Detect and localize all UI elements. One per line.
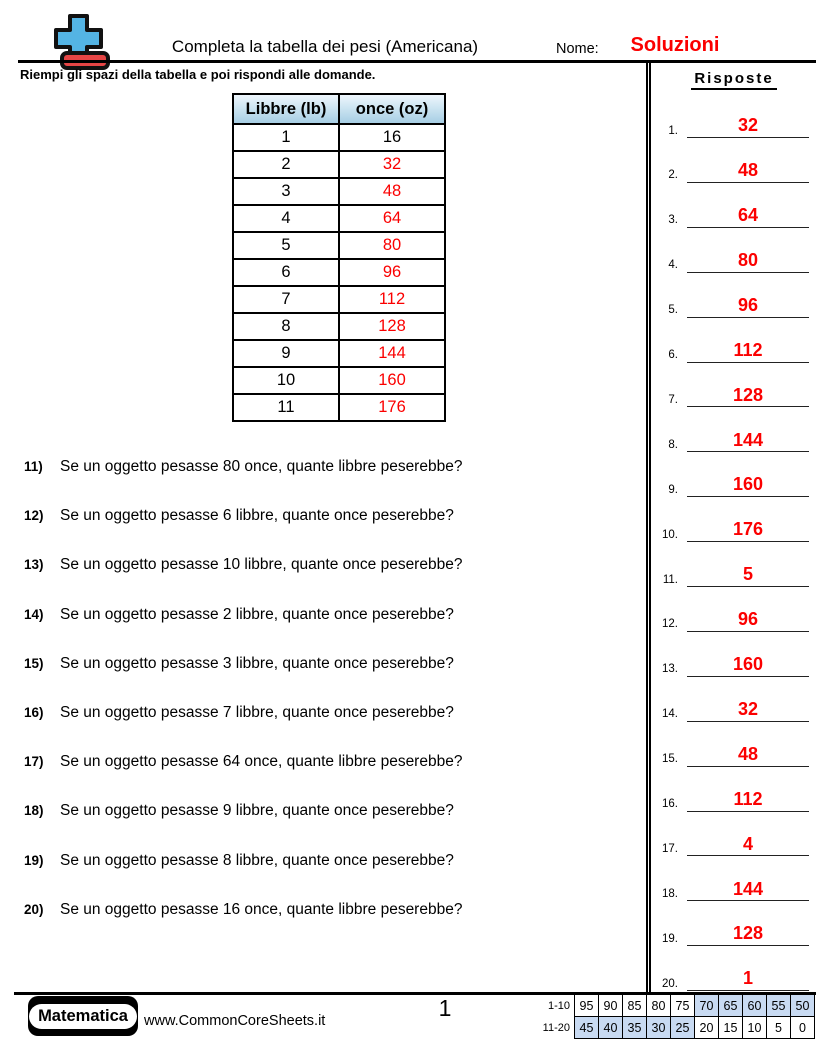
answers-header bbox=[654, 70, 814, 90]
answer-number: 17. bbox=[662, 842, 678, 855]
answer-number: 3. bbox=[668, 214, 678, 227]
answer-value: 1 bbox=[742, 968, 753, 989]
weight-table-row bbox=[233, 313, 445, 340]
weight-table-col-header: once (oz) bbox=[339, 94, 445, 124]
question-number: 13) bbox=[24, 557, 44, 573]
answer-number: 13. bbox=[662, 663, 678, 676]
question-text: Se un oggetto pesasse 2 libbre, quante once peserebbe? bbox=[60, 605, 454, 623]
ounces-cell: 48 bbox=[339, 178, 445, 205]
answer-blank-line bbox=[687, 116, 809, 138]
question-item bbox=[24, 753, 462, 771]
answer-item bbox=[652, 735, 814, 767]
question-text: Se un oggetto pesasse 64 once, quante libbre peserebbe? bbox=[60, 753, 463, 771]
weight-table-row bbox=[233, 232, 445, 259]
weight-table-row bbox=[233, 340, 445, 367]
answer-value: 96 bbox=[737, 609, 759, 630]
question-number: 14) bbox=[24, 606, 44, 622]
answer-blank-line bbox=[687, 431, 809, 453]
answer-blank-line bbox=[687, 475, 809, 497]
answer-value: 48 bbox=[737, 743, 759, 764]
answer-number: 1. bbox=[668, 124, 678, 137]
answers-title: Risposte bbox=[691, 70, 776, 90]
answer-blank-line bbox=[687, 341, 809, 363]
answer-number: 5. bbox=[668, 304, 678, 317]
answer-value: 80 bbox=[737, 249, 759, 270]
answer-blank-line bbox=[687, 924, 809, 946]
question-text: Se un oggetto pesasse 6 libbre, quante once peserebbe? bbox=[60, 507, 454, 525]
question-number: 16) bbox=[24, 705, 44, 720]
answer-blank-line bbox=[687, 655, 809, 677]
pounds-cell: 1 bbox=[233, 124, 339, 151]
plus-minus-icon bbox=[38, 12, 122, 72]
ounces-cell: 112 bbox=[339, 286, 445, 313]
answer-number: 11. bbox=[662, 573, 678, 586]
answer-item bbox=[652, 331, 814, 363]
score-cell: 95 bbox=[575, 995, 599, 1017]
score-cell: 30 bbox=[647, 1017, 671, 1039]
ounces-cell: 96 bbox=[339, 259, 445, 286]
question-text: Se un oggetto pesasse 9 libbre, quante once peserebbe? bbox=[60, 802, 454, 820]
score-cell: 15 bbox=[719, 1017, 743, 1039]
question-text: Se un oggetto pesasse 16 once, quante libbre peserebbe? bbox=[60, 900, 463, 918]
weight-table bbox=[232, 93, 446, 422]
answer-number: 12. bbox=[662, 618, 678, 631]
answer-item bbox=[652, 555, 814, 587]
answer-value: 32 bbox=[737, 698, 759, 719]
answer-number: 15. bbox=[662, 753, 678, 766]
answer-item bbox=[652, 375, 814, 407]
answer-number: 9. bbox=[668, 483, 678, 496]
score-cell: 0 bbox=[791, 1017, 815, 1039]
question-item bbox=[24, 802, 454, 820]
answer-value: 144 bbox=[732, 878, 764, 899]
question-number: 19) bbox=[24, 852, 44, 868]
pounds-cell: 9 bbox=[233, 340, 339, 367]
answer-blank-line bbox=[687, 880, 809, 902]
answer-value: 160 bbox=[732, 474, 764, 495]
answer-blank-line bbox=[687, 520, 809, 542]
score-cell: 85 bbox=[623, 995, 647, 1017]
answer-blank-line bbox=[687, 745, 809, 767]
answer-item bbox=[652, 510, 814, 542]
question-number: 17) bbox=[24, 754, 44, 770]
pounds-cell: 8 bbox=[233, 313, 339, 340]
answer-item bbox=[652, 600, 814, 632]
answer-number: 14. bbox=[662, 708, 678, 721]
answer-blank-line bbox=[687, 206, 809, 228]
score-cell: 40 bbox=[599, 1017, 623, 1039]
answer-value: 32 bbox=[737, 115, 759, 136]
question-text: Se un oggetto pesasse 10 libbre, quante once peserebbe? bbox=[60, 556, 463, 574]
ounces-cell: 176 bbox=[339, 394, 445, 421]
question-item bbox=[24, 704, 454, 722]
score-row bbox=[531, 1017, 815, 1039]
answer-value: 64 bbox=[737, 205, 759, 225]
question-number: 20) bbox=[24, 901, 44, 917]
answer-item bbox=[652, 106, 814, 138]
score-cell: 45 bbox=[575, 1017, 599, 1039]
ounces-cell: 160 bbox=[339, 367, 445, 394]
question-number: 18) bbox=[24, 803, 44, 819]
answer-item bbox=[652, 869, 814, 901]
weight-table-row bbox=[233, 367, 445, 394]
answer-item bbox=[652, 645, 814, 677]
ounces-cell: 32 bbox=[339, 151, 445, 178]
question-item bbox=[24, 852, 454, 870]
brand-badge bbox=[28, 996, 138, 1036]
score-cell: 90 bbox=[599, 995, 623, 1017]
question-item bbox=[24, 556, 462, 574]
score-cell: 35 bbox=[623, 1017, 647, 1039]
answer-item bbox=[652, 690, 814, 722]
answer-item bbox=[652, 241, 814, 273]
answer-blank-line bbox=[687, 835, 809, 857]
question-number: 15) bbox=[24, 655, 44, 671]
answer-item bbox=[652, 151, 814, 183]
score-cell: 75 bbox=[671, 995, 695, 1017]
score-range-label: 1-10 bbox=[547, 999, 570, 1012]
answer-value: 112 bbox=[733, 788, 763, 809]
score-range-label: 11-20 bbox=[542, 1021, 570, 1034]
answer-item bbox=[652, 959, 814, 991]
pounds-cell: 2 bbox=[233, 151, 339, 178]
answer-blank-line bbox=[687, 386, 809, 408]
page-number: 1 bbox=[438, 995, 452, 1021]
name-value-solutions: Soluzioni bbox=[630, 34, 720, 56]
answer-value: 5 bbox=[742, 564, 753, 585]
ounces-cell: 16 bbox=[339, 124, 445, 151]
answer-value: 176 bbox=[732, 519, 764, 540]
answer-blank-line bbox=[687, 700, 809, 722]
question-text: Se un oggetto pesasse 3 libbre, quante once peserebbe? bbox=[60, 654, 454, 672]
score-row bbox=[531, 995, 815, 1017]
score-cell: 55 bbox=[767, 995, 791, 1017]
weight-table-col-header: Libbre (lb) bbox=[233, 94, 339, 124]
score-cell: 60 bbox=[743, 995, 767, 1017]
question-item bbox=[24, 655, 454, 673]
weight-table-row bbox=[233, 259, 445, 286]
answer-number: 7. bbox=[668, 393, 678, 406]
score-cell: 5 bbox=[767, 1017, 791, 1039]
weight-table-row bbox=[233, 394, 445, 421]
weight-table-row bbox=[233, 205, 445, 232]
answer-item bbox=[652, 824, 814, 856]
answer-blank-line bbox=[687, 251, 809, 273]
weight-table-row bbox=[233, 286, 445, 313]
ounces-cell: 144 bbox=[339, 340, 445, 367]
answer-blank-line bbox=[687, 790, 809, 812]
weight-table-row bbox=[233, 151, 445, 178]
answer-value: 128 bbox=[732, 384, 764, 405]
pounds-cell: 11 bbox=[233, 394, 339, 421]
answer-blank-line bbox=[687, 161, 809, 183]
answer-value: 4 bbox=[742, 833, 753, 854]
answer-number: 8. bbox=[668, 438, 678, 451]
answer-number: 6. bbox=[668, 349, 678, 361]
score-grid bbox=[531, 994, 815, 1039]
header-divider-line bbox=[18, 60, 816, 63]
answer-item bbox=[652, 420, 814, 452]
answer-blank-line bbox=[687, 969, 809, 991]
score-cell: 80 bbox=[647, 995, 671, 1017]
answer-item bbox=[652, 196, 814, 228]
pounds-cell: 5 bbox=[233, 232, 339, 259]
weight-table-header-row bbox=[233, 94, 445, 124]
answer-value: 160 bbox=[732, 654, 764, 674]
question-text: Se un oggetto pesasse 8 libbre, quante once peserebbe? bbox=[60, 851, 454, 869]
pounds-cell: 3 bbox=[233, 178, 339, 205]
answer-number: 18. bbox=[662, 887, 678, 900]
instruction-text: Riempi gli spazi della tabella e poi rispondi alle domande. bbox=[20, 67, 376, 82]
answer-blank-line bbox=[687, 296, 809, 318]
answer-item bbox=[652, 465, 814, 497]
question-item bbox=[24, 458, 462, 476]
answer-number: 10. bbox=[662, 528, 678, 541]
score-cell: 10 bbox=[743, 1017, 767, 1039]
question-number: 11) bbox=[24, 459, 43, 474]
name-label: Nome: bbox=[556, 41, 599, 57]
question-number: 12) bbox=[24, 508, 44, 524]
weight-table-row bbox=[233, 124, 445, 151]
question-item bbox=[24, 606, 454, 624]
ounces-cell: 80 bbox=[339, 232, 445, 259]
weight-table-grid bbox=[232, 93, 446, 422]
question-text: Se un oggetto pesasse 7 libbre, quante once peserebbe? bbox=[60, 704, 454, 721]
answer-number: 19. bbox=[662, 932, 678, 945]
score-cell: 70 bbox=[695, 995, 719, 1017]
pounds-cell: 7 bbox=[233, 286, 339, 313]
question-item bbox=[24, 901, 462, 919]
answer-item bbox=[652, 914, 814, 946]
question-item bbox=[24, 507, 454, 525]
pounds-cell: 10 bbox=[233, 367, 339, 394]
answer-number: 2. bbox=[668, 169, 678, 182]
ounces-cell: 64 bbox=[339, 205, 445, 232]
answer-value: 144 bbox=[732, 429, 764, 450]
website-link: www.CommonCoreSheets.it bbox=[144, 1013, 326, 1029]
ounces-cell: 128 bbox=[339, 313, 445, 340]
answer-value: 128 bbox=[732, 923, 764, 944]
answer-blank-line bbox=[687, 610, 809, 632]
answer-item bbox=[652, 780, 814, 812]
page-title: Completa la tabella dei pesi (Americana) bbox=[171, 37, 479, 56]
score-cell: 20 bbox=[695, 1017, 719, 1039]
answer-blank-line bbox=[687, 565, 809, 587]
answer-value: 48 bbox=[737, 160, 759, 181]
score-cell: 50 bbox=[791, 995, 815, 1017]
brand-label: Matematica bbox=[29, 1004, 137, 1029]
answer-number: 16. bbox=[662, 798, 678, 810]
pounds-cell: 4 bbox=[233, 205, 339, 232]
weight-table-row bbox=[233, 178, 445, 205]
answer-number: 20. bbox=[662, 977, 678, 990]
answer-item bbox=[652, 286, 814, 318]
answer-number: 4. bbox=[668, 259, 678, 272]
score-cell: 65 bbox=[719, 995, 743, 1017]
pounds-cell: 6 bbox=[233, 259, 339, 286]
question-text: Se un oggetto pesasse 80 once, quante libbre peserebbe? bbox=[60, 458, 463, 475]
score-cell: 25 bbox=[671, 1017, 695, 1039]
answer-value: 112 bbox=[733, 339, 763, 360]
answers-column-divider bbox=[646, 63, 651, 993]
answer-value: 96 bbox=[737, 294, 759, 315]
